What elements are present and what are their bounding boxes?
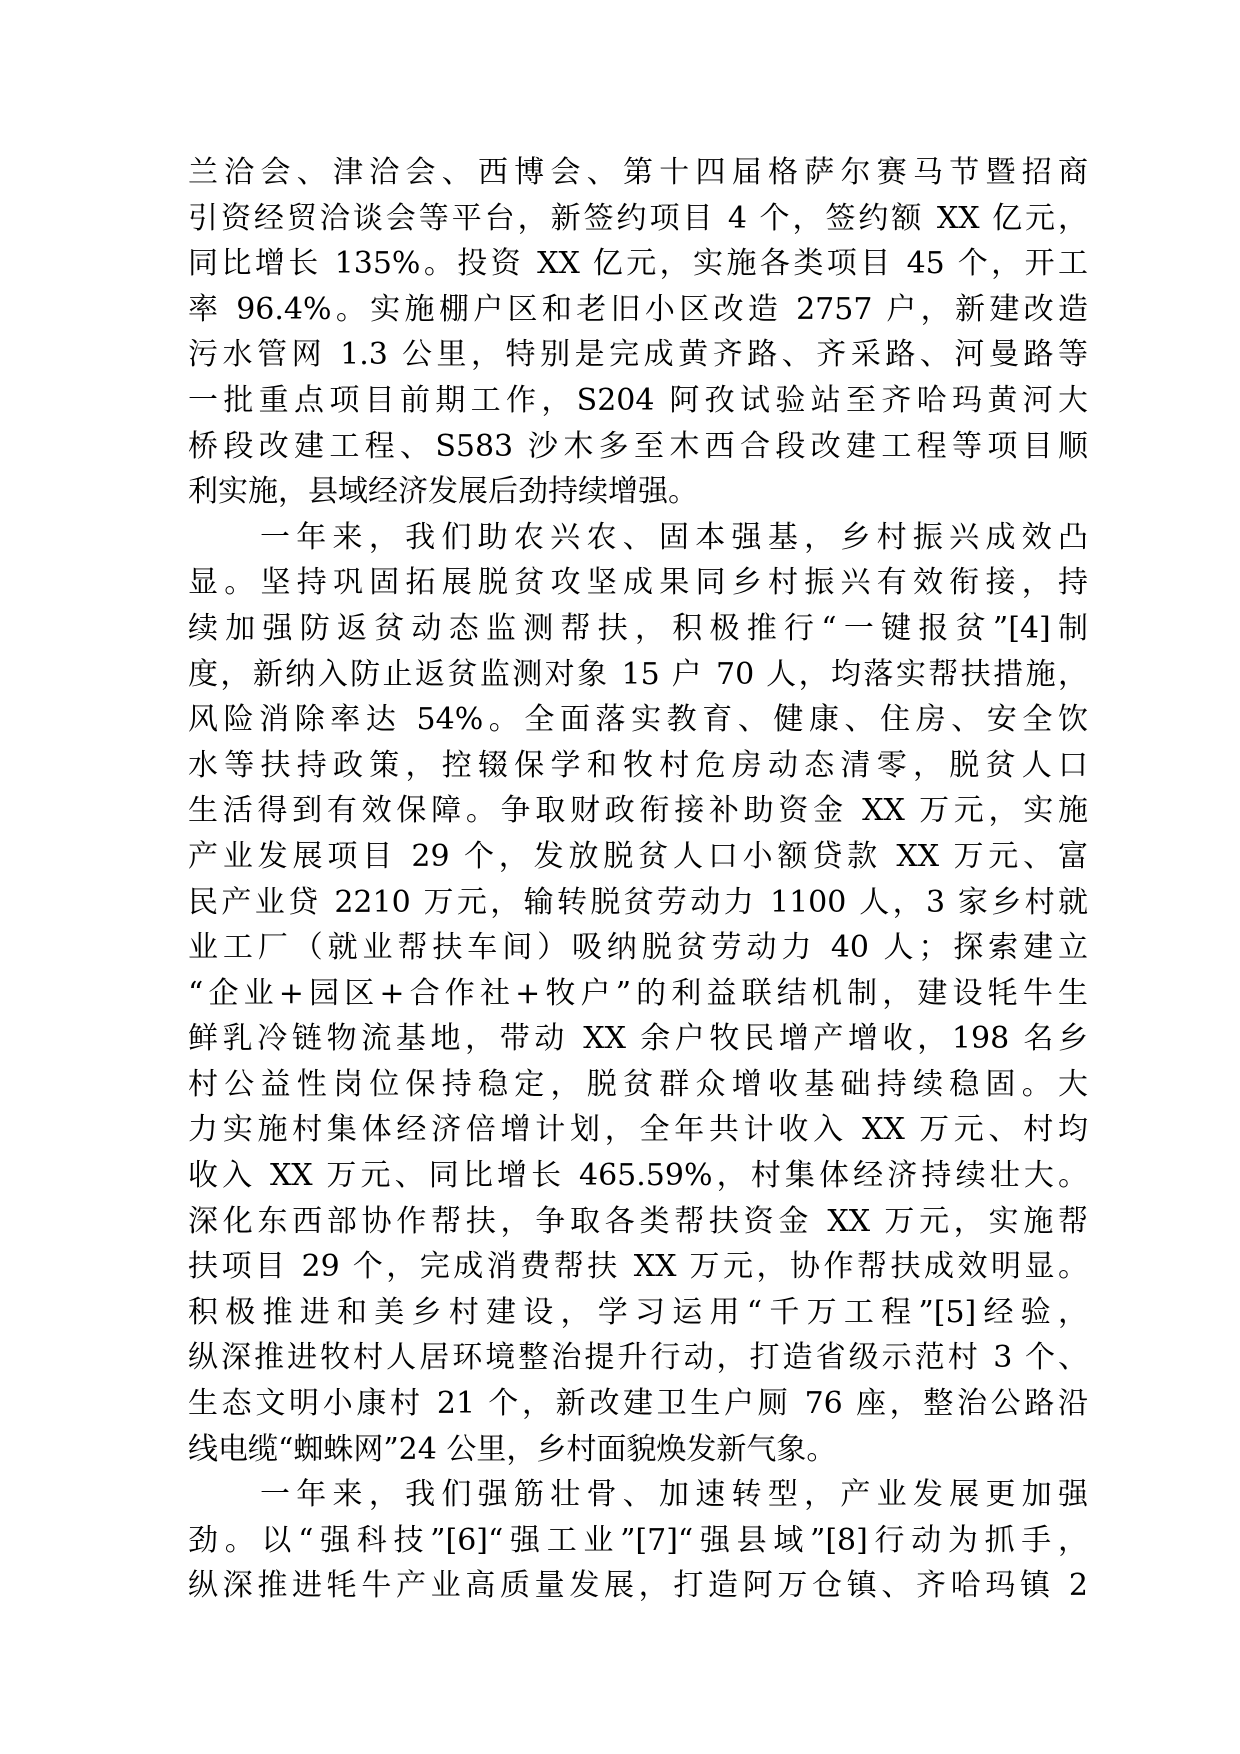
text-line: 产业发展项目 29 个，发放脱贫人口小额贷款 XX 万元、富 bbox=[188, 838, 1088, 874]
text-line: 一批重点项目前期工作，S204 阿孜试验站至齐哈玛黄河大 bbox=[188, 382, 1088, 418]
text-line: 显。坚持巩固拓展脱贫攻坚成果同乡村振兴有效衔接，持 bbox=[188, 565, 1088, 601]
text-line: 力实施村集体经济倍增计划，全年共计收入 XX 万元、村均 bbox=[188, 1112, 1088, 1148]
text-line: 生态文明小康村 21 个，新改建卫生户厕 76 座，整治公路沿 bbox=[188, 1386, 1088, 1422]
text-line: 线电缆“蜘蛛网”24 公里，乡村面貌焕发新气象。 bbox=[188, 1431, 837, 1467]
text-line: 一年来，我们强筋壮骨、加速转型，产业发展更加强 bbox=[260, 1477, 1088, 1513]
text-line: 积极推进和美乡村建设，学习运用“千万工程”[5]经验， bbox=[188, 1294, 1088, 1330]
text-line: 同比增长 135%。投资 XX 亿元，实施各类项目 45 个，开工 bbox=[188, 246, 1088, 282]
document-body bbox=[188, 150, 1088, 1609]
text-line: 风险消除率达 54%。全面落实教育、健康、住房、安全饮 bbox=[188, 702, 1088, 738]
paragraph-2 bbox=[188, 515, 1088, 1472]
text-line: 民产业贷 2210 万元，输转脱贫劳动力 1100 人，3 家乡村就 bbox=[188, 884, 1088, 920]
text-line: 村公益性岗位保持稳定，脱贫群众增收基础持续稳固。大 bbox=[188, 1066, 1088, 1102]
text-line: 一年来，我们助农兴农、固本强基，乡村振兴成效凸 bbox=[260, 519, 1088, 555]
paragraph-1 bbox=[188, 150, 1088, 515]
text-line: 度，新纳入防止返贫监测对象 15 户 70 人，均落实帮扶措施， bbox=[188, 656, 1088, 692]
text-line: 纵深推进牦牛产业高质量发展，打造阿万仓镇、齐哈玛镇 2 bbox=[188, 1568, 1088, 1604]
text-line: 水等扶持政策，控辍保学和牧村危房动态清零，脱贫人口 bbox=[188, 747, 1088, 783]
text-line: 兰洽会、津洽会、西博会、第十四届格萨尔赛马节暨招商 bbox=[188, 155, 1088, 190]
text-line: 收入 XX 万元、同比增长 465.59%，村集体经济持续壮大。 bbox=[188, 1158, 1088, 1194]
text-line: 鲜乳冷链物流基地，带动 XX 余户牧民增产增收，198 名乡 bbox=[188, 1021, 1088, 1057]
text-line: 纵深推进牧村人居环境整治提升行动，打造省级示范村 3 个、 bbox=[188, 1340, 1088, 1376]
text-line: 污水管网 1.3 公里，特别是完成黄齐路、齐采路、河曼路等 bbox=[188, 337, 1088, 373]
text-line: 劲。以“强科技”[6]“强工业”[7]“强县域”[8]行动为抓手， bbox=[188, 1522, 1088, 1558]
text-line: “企业+园区+合作社+牧户”的利益联结机制，建设牦牛生 bbox=[188, 975, 1088, 1011]
text-line: 扶项目 29 个，完成消费帮扶 XX 万元，协作帮扶成效明显。 bbox=[188, 1249, 1088, 1285]
text-line: 深化东西部协作帮扶，争取各类帮扶资金 XX 万元，实施帮 bbox=[188, 1203, 1088, 1239]
text-line: 业工厂（就业帮扶车间）吸纳脱贫劳动力 40 人；探索建立 bbox=[188, 930, 1088, 966]
text-line: 引资经贸洽谈会等平台，新签约项目 4 个，签约额 XX 亿元， bbox=[188, 200, 1088, 236]
text-line: 率 96.4%。实施棚户区和老旧小区改造 2757 户，新建改造 bbox=[188, 291, 1088, 327]
text-line: 续加强防返贫动态监测帮扶，积极推行“一键报贫”[4]制 bbox=[188, 610, 1088, 646]
text-line: 桥段改建工程、S583 沙木多至木西合段改建工程等项目顺 bbox=[188, 428, 1088, 464]
text-line: 生活得到有效保障。争取财政衔接补助资金 XX 万元，实施 bbox=[188, 793, 1088, 829]
text-line: 利实施，县域经济发展后劲持续增强。 bbox=[188, 474, 698, 510]
paragraph-3 bbox=[188, 1472, 1088, 1609]
